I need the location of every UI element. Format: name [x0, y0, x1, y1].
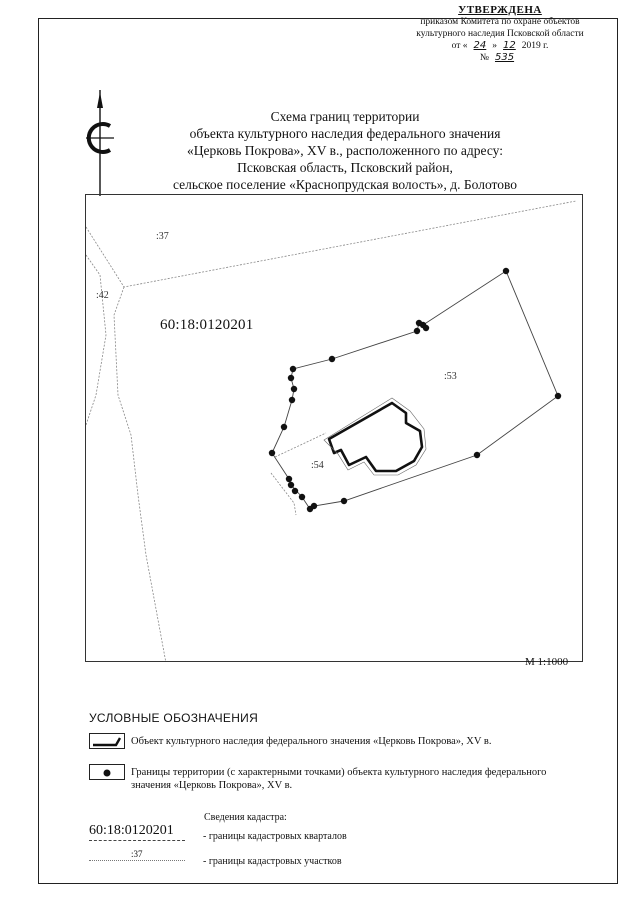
parcel-label-54: :54 — [311, 460, 324, 471]
cadastre-parcel-sample: :37 — [131, 849, 143, 859]
church-outline — [329, 403, 422, 471]
parcel-boundary-37 — [86, 201, 576, 287]
boundary-points — [269, 268, 561, 512]
cadastre-parcel-line — [89, 860, 185, 861]
parcel-boundary-42 — [114, 287, 166, 662]
approval-month: 12 — [503, 40, 516, 51]
north-arrow-icon — [80, 88, 120, 198]
legend-title: УСЛОВНЫЕ ОБОЗНАЧЕНИЯ — [89, 711, 259, 725]
parcel-boundary-54 — [271, 473, 296, 515]
map-frame — [85, 194, 583, 662]
cadastral-quarter-label: 60:18:0120201 — [160, 317, 254, 333]
parcel-boundary-left — [86, 255, 106, 425]
approval-line-1: приказом Комитета по охране объектов — [420, 17, 580, 27]
approval-block — [380, 4, 620, 64]
title-line-2: объекта культурного наследия федерального значения — [189, 126, 501, 141]
parcel-label-53: :53 — [444, 371, 457, 382]
cadastre-header: Сведения кадастра: — [204, 812, 287, 823]
parcel-label-42: :42 — [96, 290, 109, 301]
church-outline-icon — [90, 734, 126, 750]
boundary-point-icon — [90, 765, 126, 781]
document-title — [120, 108, 570, 193]
legend-boundary-text-2: значения «Церковь Покрова», XV в. — [131, 780, 293, 791]
legend-object-swatch — [89, 733, 125, 749]
cadastre-parcel-text: - границы кадастровых участков — [203, 856, 342, 867]
approval-year: 2019 г. — [521, 41, 549, 51]
territory-boundary — [272, 271, 558, 509]
approval-number: № 535 — [380, 52, 620, 64]
approval-heading: УТВЕРЖДЕНА — [458, 4, 542, 16]
approval-day: 24 — [473, 40, 487, 51]
title-line-4: Псковская область, Псковский район, — [237, 160, 453, 175]
title-line-5: сельское поселение «Краснопрудская волость», д. Болотово — [172, 177, 518, 192]
cadastre-quarter-line — [89, 840, 185, 841]
cadastre-quarter-sample: 60:18:0120201 — [89, 823, 174, 838]
cadastre-quarter-text: - границы кадастровых кварталов — [203, 831, 347, 842]
map-scale: М 1:1000 — [525, 656, 569, 668]
parcel-boundary-54b — [275, 433, 326, 457]
legend-object-text: Объект культурного наследия федерального значения «Церковь Покрова», XV в. — [131, 736, 492, 747]
title-line-3: «Церковь Покрова», XV в., расположенного по адресу: — [187, 143, 503, 158]
title-line-1: Схема границ территории — [270, 109, 420, 124]
approval-date: от « 24 » 12 2019 г. — [451, 40, 549, 51]
map-drawing — [86, 195, 583, 662]
parcel-label-37: :37 — [156, 231, 169, 242]
legend-boundary-text-1: Границы территории (с характерными точками) объекта культурного наследия федерального — [131, 767, 547, 778]
approval-number-value: 535 — [494, 52, 515, 63]
legend-boundary-swatch — [89, 764, 125, 780]
approval-line-2: культурного наследия Псковской области — [416, 29, 584, 39]
